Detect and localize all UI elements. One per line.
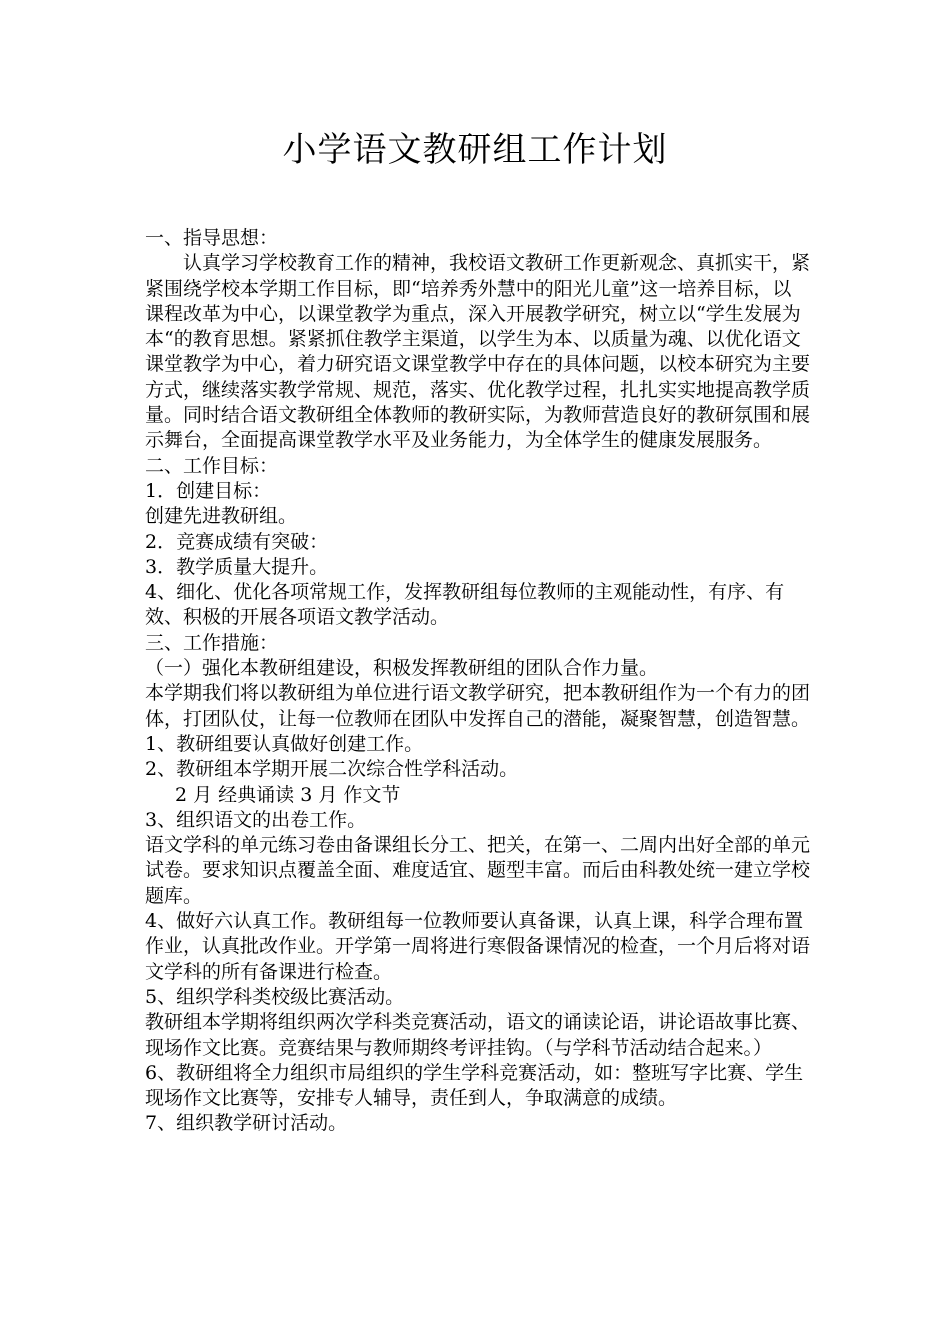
document-title: 小学语文教研组工作计划 — [282, 130, 668, 170]
list-item: 2．竞赛成绩有突破： — [145, 530, 329, 553]
document-body — [145, 226, 810, 1137]
list-item: 6、教研组将全力组织市局组织的学生学科竞赛活动，如：整班写字比赛、学生现场作文比赛等，安排专人辅导，责任到人，争取满意的成绩。 — [145, 1061, 804, 1110]
list-item: 3、组织语文的出卷工作。 — [145, 808, 367, 831]
body-paragraph: 本学期我们将以教研组为单位进行语文教学研究，把本教研组作为一个有力的团体，打团队仗，让每一位教师在团队中发挥自己的潜能，凝聚智慧，创造智慧。 — [145, 682, 811, 730]
list-item: 4、做好六认真工作。教研组每一位教师要认真备课，认真上课，科学合理布置作业，认真批改作业。开学第一周将进行寒假备课情况的检查，一个月后将对语文学科的所有备课进行检查。 — [145, 910, 811, 983]
section-heading: 二、工作目标： — [145, 454, 279, 477]
list-item: 7、组织教学研讨活动。 — [145, 1112, 348, 1135]
list-item: 1．创建目标： — [145, 479, 272, 502]
subsection-heading: （一）强化本教研组建设，积极发挥教研组的团队合作力量。 — [145, 657, 659, 680]
body-paragraph: 创建先进教研组。 — [145, 505, 298, 528]
list-item: 4、细化、优化各项常规工作，发挥教研组每位教师的主观能动性，有序、有效、积极的开展各项语文教学活动。 — [145, 581, 785, 629]
schedule-line: 2 月 经典诵读 3 月 作文节 — [175, 783, 401, 806]
body-paragraph: 教研组本学期将组织两次学科类竞赛活动，语文的诵读论语，讲论语故事比赛、现场作文比赛。竞赛结果与教师期终考评挂钩。（与学科节活动结合起来。） — [145, 1011, 811, 1059]
section-heading: 一、指导思想： — [145, 227, 279, 249]
section-heading: 三、工作措施： — [145, 631, 279, 654]
list-item: 3．教学质量大提升。 — [145, 555, 329, 578]
body-paragraph: 认真学习学校教育工作的精神，我校语文教研工作更新观念、真抓实干，紧紧围绕学校本学期工作目标，即“培养秀外慧中的阳光儿童”这一培养目标，以课程改革为中心，以课堂教学为重点，深入开展教学研究，树立以“学生发展为本“的教育思想。紧紧抓住教学主渠道，以学生为本、以质量为魂、以优化语文课堂教学为中心，着力研究语文课堂教学中存在的具体问题，以校本研究为主要方式，继续落实教学常规、规范，落实、优化教学过程，扎扎实实地提高教学质量。同时结合语文教研组全体教师的教研实际，为教师营造良好的教研氛围和展示舞台，全面提高课堂教学水平及业务能力，为全体学生的健康发展服务。 — [145, 252, 811, 452]
list-item: 5、组织学科类校级比赛活动。 — [145, 985, 405, 1008]
list-item: 1、教研组要认真做好创建工作。 — [145, 732, 424, 755]
body-paragraph: 语文学科的单元练习卷由备课组长分工、把关，在第一、二周内出好全部的单元试卷。要求知识点覆盖全面、难度适宜、题型丰富。而后由科教处统一建立学校题库。 — [145, 834, 811, 907]
list-item: 2、教研组本学期开展二次综合性学科活动。 — [145, 758, 519, 781]
